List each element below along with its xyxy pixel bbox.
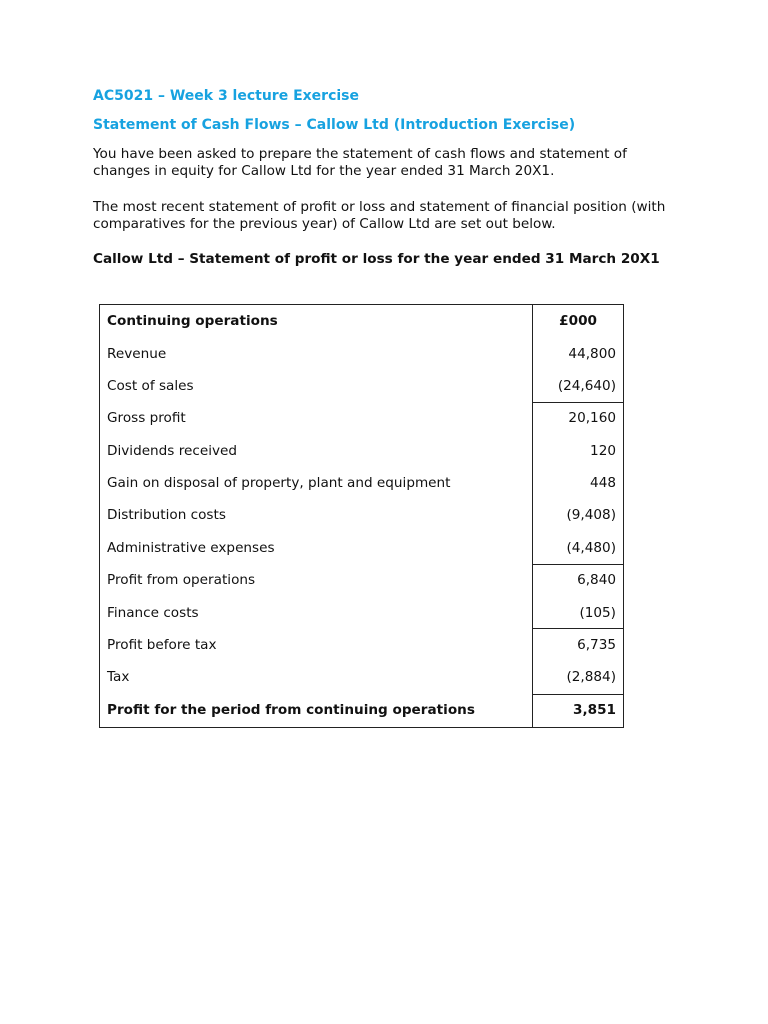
row-label: Tax	[107, 669, 130, 685]
table-row	[100, 694, 623, 726]
para2-line-1: The most recent statement of profit or loss and statement of financial position (with	[93, 199, 666, 215]
table-row	[100, 338, 623, 370]
row-label: Revenue	[107, 346, 167, 362]
subtotal-line	[532, 628, 623, 629]
row-value: 3,851	[573, 702, 616, 718]
table-row	[100, 597, 623, 629]
row-value: 120	[590, 443, 616, 459]
row-value: (2,884)	[566, 669, 616, 685]
table-row	[100, 564, 623, 596]
row-label: Cost of sales	[107, 378, 194, 394]
intro-line-1: You have been asked to prepare the statement of cash flows and statement of	[93, 146, 627, 162]
profit-loss-table	[99, 304, 624, 728]
table-row	[100, 435, 623, 467]
total-line	[532, 694, 623, 695]
row-value: (4,480)	[566, 540, 616, 556]
row-label: Gain on disposal of property, plant and equipment	[107, 475, 451, 491]
table-row	[100, 499, 623, 531]
row-value: 20,160	[568, 410, 616, 426]
table-row	[100, 629, 623, 661]
row-value: 6,735	[577, 637, 616, 653]
header-currency: £000	[559, 313, 597, 329]
row-value: 44,800	[568, 346, 616, 362]
heading: AC5021 – Week 3 lecture Exercise	[93, 88, 359, 104]
row-value: (105)	[579, 605, 616, 621]
row-value: 448	[590, 475, 616, 491]
table-row	[100, 467, 623, 499]
row-label: Profit before tax	[107, 637, 217, 653]
table-header	[100, 305, 623, 337]
row-label: Profit from operations	[107, 572, 256, 588]
row-label: Distribution costs	[107, 507, 226, 523]
table-row	[100, 370, 623, 402]
para2-line-2: comparatives for the previous year) of Callow Ltd are set out below.	[93, 216, 556, 232]
row-value: (24,640)	[557, 378, 616, 394]
row-value: 6,840	[577, 572, 616, 588]
subheading: Statement of Cash Flows – Callow Ltd (Introduction Exercise)	[93, 117, 576, 133]
subtotal-line	[532, 564, 623, 565]
row-value: (9,408)	[566, 507, 616, 523]
row-label: Profit for the period from continuing operations	[107, 702, 475, 718]
row-label: Dividends received	[107, 443, 238, 459]
row-label: Gross profit	[107, 410, 186, 426]
table-row	[100, 532, 623, 564]
intro-line-2: changes in equity for Callow Ltd for the year ended 31 March 20X1.	[93, 163, 555, 179]
table-row	[100, 402, 623, 434]
header-label: Continuing operations	[107, 313, 278, 329]
subtotal-line	[532, 402, 623, 403]
table-title: Callow Ltd – Statement of profit or loss for the year ended 31 March 20X1	[93, 251, 660, 267]
table-row	[100, 661, 623, 693]
row-label: Finance costs	[107, 605, 199, 621]
row-label: Administrative expenses	[107, 540, 275, 556]
